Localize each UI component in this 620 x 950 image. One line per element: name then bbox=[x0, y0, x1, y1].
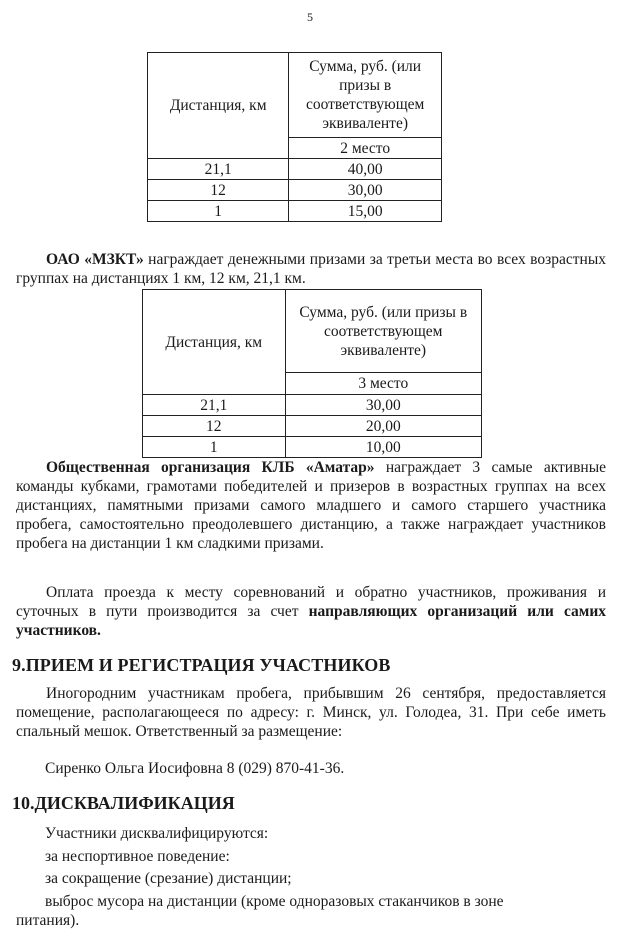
distance-cell: 12 bbox=[143, 416, 286, 437]
distance-cell: 1 bbox=[143, 437, 286, 458]
payment-text: Оплата проезда к месту соревнований и обратно участников, проживания и суточных в пути производится за счет bbox=[16, 584, 606, 620]
section-heading-disqualification: 10.ДИСКВАЛИФИКАЦИЯ bbox=[12, 793, 235, 813]
mzkt-paragraph bbox=[16, 250, 606, 288]
amatar-paragraph bbox=[16, 458, 606, 553]
sum-cell: 10,00 bbox=[285, 437, 481, 458]
table-row bbox=[143, 437, 482, 458]
list-item: за неспортивное поведение: bbox=[45, 848, 230, 865]
distance-cell: 1 bbox=[148, 201, 289, 222]
table-row bbox=[143, 416, 482, 437]
table-row bbox=[143, 395, 482, 416]
list-item: выброс мусора на дистанции (кроме одноразовых стаканчиков в зоне bbox=[45, 893, 504, 910]
page-number: 5 bbox=[307, 10, 313, 24]
section-heading-registration: 9.ПРИЕМ И РЕГИСТРАЦИЯ УЧАСТНИКОВ bbox=[12, 655, 391, 675]
place-label: 3 место bbox=[285, 373, 481, 395]
prize-table-second-place bbox=[147, 52, 442, 222]
amatar-text: награждает 3 самые активные команды кубками, грамотами победителей и призеров в возрастных группах на всех дистанциях, памятными призами самого младшего и самого старшего участника пробега, самостоятельно преодолевшего дистанцию, а также награждает участников пробега на дистанции 1 км сладкими призами. bbox=[16, 459, 606, 552]
sum-cell: 15,00 bbox=[289, 201, 442, 222]
payment-bold-text: направляющих организаций или самих участников. bbox=[16, 603, 607, 639]
column-header-distance: Дистанция, км bbox=[148, 53, 289, 159]
column-header-sum: Сумма, руб. (или призы в соответствующем эквиваленте) bbox=[285, 290, 481, 373]
contact-line: Сиренко Ольга Иосифовна 8 (029) 870-41-36. bbox=[45, 760, 345, 777]
column-header-sum: Сумма, руб. (или призы в соответствующем эквиваленте) bbox=[289, 53, 442, 138]
list-item-continuation: питания). bbox=[16, 912, 80, 929]
mzkt-org-name: ОАО «МЗКТ» bbox=[46, 251, 144, 268]
distance-cell: 12 bbox=[148, 180, 289, 201]
sum-cell: 30,00 bbox=[289, 180, 442, 201]
table-row bbox=[148, 201, 442, 222]
sum-cell: 20,00 bbox=[285, 416, 481, 437]
disqualification-intro: Участники дисквалифицируются: bbox=[45, 825, 269, 842]
payment-paragraph bbox=[16, 583, 606, 640]
sum-cell: 40,00 bbox=[289, 159, 442, 180]
place-label: 2 место bbox=[289, 138, 442, 159]
table-row bbox=[148, 159, 442, 180]
amatar-org-name: Общественная организация КЛБ «Аматар» bbox=[46, 459, 375, 476]
prize-table-third-place bbox=[142, 289, 482, 458]
distance-cell: 21,1 bbox=[148, 159, 289, 180]
distance-cell: 21,1 bbox=[143, 395, 286, 416]
column-header-distance: Дистанция, км bbox=[143, 290, 286, 395]
sum-cell: 30,00 bbox=[285, 395, 481, 416]
mzkt-text: награждает денежными призами за третьи места во всех возрастных группах на дистанциях 1 км, 12 км, 21,1 км. bbox=[16, 251, 606, 287]
registration-paragraph: Иногородним участникам пробега, прибывшим 26 сентября, предоставляется помещение, располагающееся по адресу: г. Минск, ул. Голодеа, 31. При себе иметь спальный мешок. Ответственный за размещение: bbox=[16, 685, 606, 740]
table-row bbox=[148, 180, 442, 201]
list-item: за сокращение (срезание) дистанции; bbox=[45, 870, 292, 887]
